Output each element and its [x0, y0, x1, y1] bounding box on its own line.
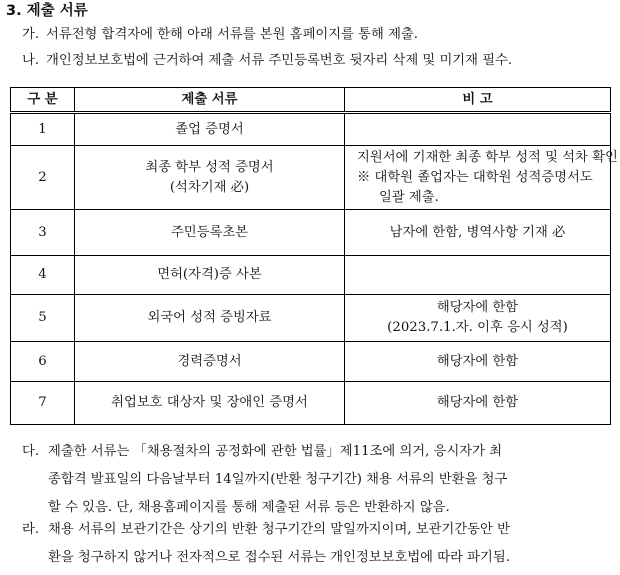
remark-line: (2023.7.1.자. 이후 응시 성적)	[387, 320, 568, 335]
document-name: 외국어 성적 증빙자료	[75, 295, 345, 342]
intro-item-ga	[22, 25, 418, 45]
document-line: (석차기재 必)	[169, 179, 250, 195]
document-name: 경력증명서	[75, 342, 345, 382]
table-row	[11, 113, 611, 146]
intro-marker: 가.	[22, 27, 40, 42]
intro-text: 개인정보보호법에 근거하여 제출 서류 주민등록번호 뒷자리 삭제 및 미기재 필수.	[46, 53, 513, 68]
footnote-line: 채용 서류의 보관기간은 상기의 반환 청구기간의 말일까지이며, 보관기간동안 반	[48, 522, 510, 537]
row-number: 2	[11, 146, 75, 210]
table-row	[11, 342, 611, 382]
document-name: 면허(자격)증 사본	[75, 256, 345, 295]
remark	[345, 113, 611, 146]
row-number: 5	[11, 295, 75, 342]
intro-text: 서류전형 합격자에 한해 아래 서류를 본원 홈페이지를 통해 제출.	[46, 27, 419, 42]
remark	[345, 295, 611, 342]
header-documents: 제출 서류	[75, 88, 345, 113]
document-name: 취업보호 대상자 및 장애인 증명서	[75, 382, 345, 425]
row-number: 1	[11, 113, 75, 146]
footnote-line: 종합격 발표일의 다음날부터 14일까지(반환 청구기간) 채용 서류의 반환을 청구	[48, 472, 508, 487]
document-name: 졸업 증명서	[75, 113, 345, 146]
section-title: 3. 제출 서류	[6, 3, 88, 19]
row-number: 6	[11, 342, 75, 382]
table-row	[11, 210, 611, 256]
remark: 해당자에 한함	[345, 382, 611, 425]
intro-item-na	[22, 51, 512, 71]
table-row	[11, 256, 611, 295]
row-number: 4	[11, 256, 75, 295]
table-header-row	[11, 88, 611, 113]
footnote-marker: 라.	[22, 522, 40, 537]
row-number: 3	[11, 210, 75, 256]
table-row	[11, 146, 611, 210]
table-row	[11, 295, 611, 342]
footnote-da	[22, 438, 614, 522]
remark-line: ※ 대학원 졸업자는 대학원 성적증명서도	[357, 169, 593, 185]
remark	[345, 256, 611, 295]
footnote-ra	[22, 516, 614, 572]
remark-line: 해당자에 한함	[436, 300, 519, 315]
remark-line: 일괄 제출.	[379, 189, 439, 205]
header-category: 구 분	[11, 88, 75, 113]
document-name: 주민등록초본	[75, 210, 345, 256]
row-number: 7	[11, 382, 75, 425]
intro-marker: 나.	[22, 53, 40, 68]
header-remarks: 비 고	[345, 88, 611, 113]
table-row	[11, 382, 611, 425]
footnote-line: 할 수 있음. 단, 채용홈페이지를 통해 제출된 서류 등은 반환하지 않음.	[48, 500, 450, 515]
footnote-line: 제출한 서류는 「채용절차의 공정화에 관한 법률」제11조에 의거, 응시자가 최	[48, 444, 503, 459]
documents-table	[10, 87, 618, 425]
remark	[345, 146, 618, 210]
footnote-marker: 다.	[22, 444, 40, 459]
remark-line: 지원서에 기재한 최종 학부 성적 및 석차 확인	[357, 149, 618, 165]
remark: 남자에 한함, 병역사항 기재 必	[345, 210, 611, 256]
footnote-line: 환을 청구하지 않거나 전자적으로 접수된 서류는 개인정보보호법에 따라 파기됨.	[48, 550, 510, 565]
document-line: 최종 학부 성적 증명서	[145, 159, 274, 175]
document-name	[75, 146, 345, 210]
remark: 해당자에 한함	[345, 342, 611, 382]
